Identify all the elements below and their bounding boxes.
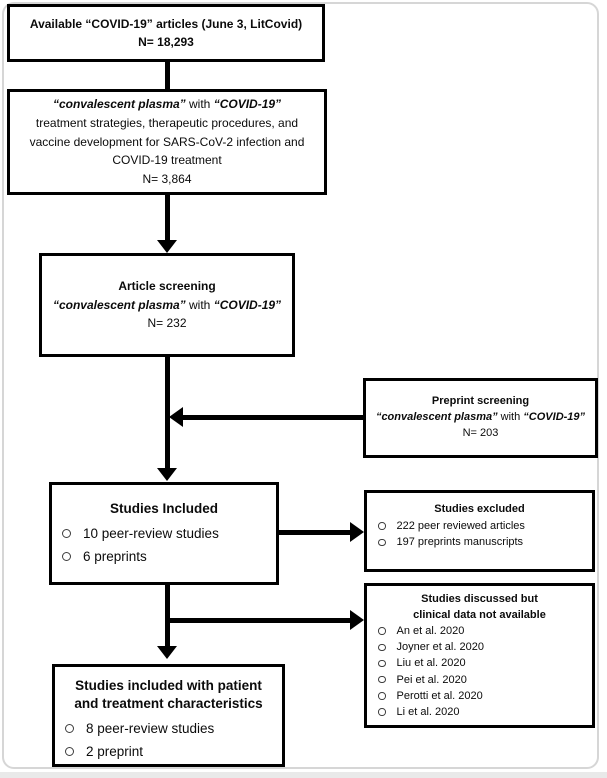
connector-included-to-final <box>165 583 170 648</box>
search-term-1: “convalescent plasma” <box>52 96 186 111</box>
final-included-list <box>55 717 282 763</box>
box-final-included <box>52 664 285 767</box>
preprint-term-2: “COVID-19” <box>523 411 586 424</box>
list-item <box>367 655 592 671</box>
box-available-articles <box>7 4 325 62</box>
final-item-1: 8 peer-review studies <box>86 721 215 736</box>
preprint-screening-count: N= 203 <box>462 426 499 439</box>
arrowhead-left-preprint-icon <box>169 407 183 427</box>
list-item <box>367 672 592 688</box>
circle-bullet-icon <box>378 708 386 716</box>
preprint-screening-title: Preprint screening <box>431 395 530 408</box>
circle-bullet-icon <box>378 692 386 700</box>
studies-included-list <box>52 522 276 568</box>
box-studies-included <box>49 482 279 585</box>
list-item <box>367 639 592 655</box>
discussed-item-1: An et al. 2020 <box>396 625 465 637</box>
box-studies-discussed <box>364 583 595 728</box>
preprint-screening-query <box>366 410 595 426</box>
search-conjunction: with <box>189 96 211 111</box>
search-term-2: “COVID-19” <box>213 96 282 111</box>
list-item <box>55 740 282 763</box>
studies-excluded-list <box>367 518 592 551</box>
circle-bullet-icon <box>378 676 386 684</box>
list-item <box>367 623 592 639</box>
list-item <box>367 518 592 535</box>
circle-bullet-icon <box>62 529 71 538</box>
arrowhead-down-included-icon <box>157 468 177 481</box>
article-screening-title: Article screening <box>118 279 216 294</box>
page-background-strip <box>0 772 607 778</box>
excluded-item-2: 197 preprints manuscripts <box>396 536 524 549</box>
arrowhead-down-article-icon <box>157 240 177 253</box>
included-item-2: 6 preprints <box>83 549 147 565</box>
search-count: N= 3,864 <box>142 172 192 187</box>
article-screening-count: N= 232 <box>147 316 187 331</box>
available-articles-count: N= 18,293 <box>138 35 194 49</box>
circle-bullet-icon <box>62 552 71 561</box>
list-item <box>55 717 282 740</box>
arrowhead-right-discussed-icon <box>350 610 364 630</box>
list-item <box>52 545 276 568</box>
search-scope-line-3: COVID-19 treatment <box>112 153 222 168</box>
list-item <box>367 688 592 704</box>
circle-bullet-icon <box>378 660 386 668</box>
article-term-2: “COVID-19” <box>213 297 282 312</box>
final-included-title-line2: and treatment characteristics <box>74 696 263 711</box>
excluded-item-1: 222 peer reviewed articles <box>396 519 525 532</box>
box-article-screening <box>39 253 295 357</box>
studies-discussed-title-line2: clinical data not available <box>413 609 546 621</box>
article-term-1: “convalescent plasma” <box>52 297 186 312</box>
arrowhead-down-final-icon <box>157 646 177 659</box>
included-item-1: 10 peer-review studies <box>83 526 219 542</box>
article-screening-query <box>42 296 292 315</box>
circle-bullet-icon <box>65 724 74 733</box>
connector-available-to-search <box>165 60 170 90</box>
search-scope-line-2: vaccine development for SARS-CoV-2 infection and <box>29 134 305 149</box>
studies-discussed-list <box>367 623 592 720</box>
studies-discussed-title-line1: Studies discussed but <box>421 593 538 605</box>
preprint-term-1: “convalescent plasma” <box>375 411 498 424</box>
final-included-title-line1: Studies included with patient <box>75 678 262 693</box>
box-preprint-screening <box>363 378 598 458</box>
preprint-conjunction: with <box>500 411 521 424</box>
arrowhead-right-excluded-icon <box>350 522 364 542</box>
final-item-2: 2 preprint <box>86 744 144 759</box>
circle-bullet-icon <box>378 539 386 547</box>
circle-bullet-icon <box>378 522 386 530</box>
studies-excluded-title: Studies excluded <box>434 503 525 515</box>
studies-included-title: Studies Included <box>109 501 218 516</box>
box-search-terms <box>7 89 327 195</box>
connector-included-to-excluded <box>277 530 351 535</box>
connector-preprint-to-main <box>182 415 363 420</box>
connector-branch-to-discussed <box>165 618 351 623</box>
search-query-line <box>10 95 324 114</box>
connector-search-to-article <box>165 193 170 242</box>
search-scope-line-1: treatment strategies, therapeutic procedures, and <box>35 115 299 130</box>
list-item <box>367 534 592 551</box>
list-item <box>367 704 592 720</box>
discussed-item-3: Liu et al. 2020 <box>396 657 466 670</box>
discussed-item-6: Li et al. 2020 <box>396 706 460 719</box>
discussed-item-5: Perotti et al. 2020 <box>396 689 483 702</box>
available-articles-text: Available “COVID-19” articles (June 3, LitCovid) <box>29 17 303 31</box>
list-item <box>52 522 276 545</box>
discussed-item-4: Pei et al. 2020 <box>396 673 467 686</box>
circle-bullet-icon <box>65 747 74 756</box>
article-conjunction: with <box>189 297 211 312</box>
box-studies-excluded <box>364 490 595 572</box>
discussed-item-2: Joyner et al. 2020 <box>396 641 484 654</box>
circle-bullet-icon <box>378 627 386 635</box>
circle-bullet-icon <box>378 644 386 652</box>
